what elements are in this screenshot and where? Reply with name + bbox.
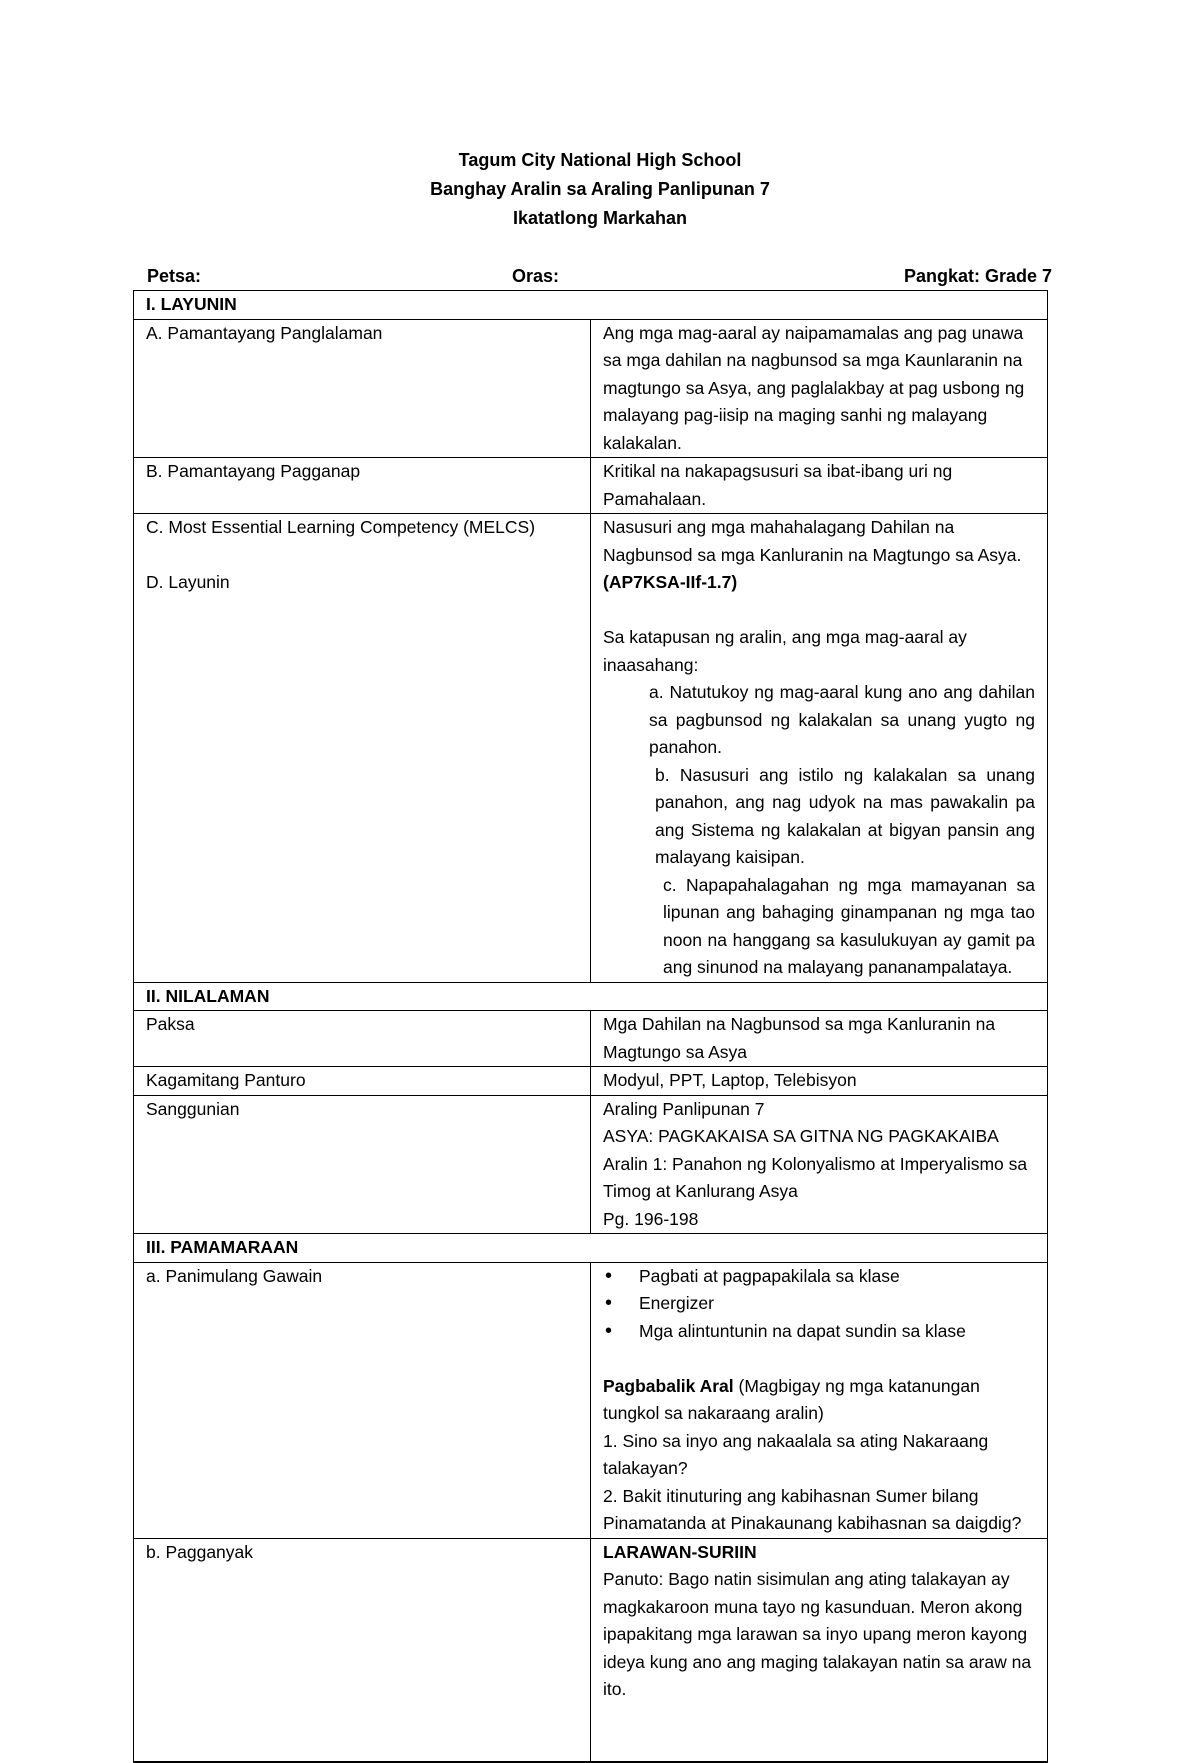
review-question: 1. Sino sa inyo ang nakaalala sa ating Nakaraang talakayan? — [603, 1430, 989, 1478]
motivation-text: Panuto: Bago natin sisimulan ang ating talakayan ay magkakaroon muna tayo ng kasunduan. Meron akong ipapakitang mga larawan sa inyo upang meron kayong ideya kung ano ang maging talakayan natin sa araw na ito. — [603, 1569, 1032, 1699]
melcs-text: Nasusuri ang mga mahahalagang Dahilan na Nagbunsod sa mga Kanluranin na Magtungo sa Asya. (AP7KSA-IIf-1.7) — [603, 517, 1022, 592]
objectives-label: D. Layunin — [146, 572, 230, 592]
list-item: • Energizer — [603, 1290, 1035, 1318]
opening-label: a. Panimulang Gawain — [134, 1262, 591, 1538]
quarter-label: Ikatatlong Markahan — [512, 208, 688, 228]
section-heading-layunin: I. LAYUNIN — [134, 291, 1048, 320]
reference-line: Aralin 1: Panahon ng Kolonyalismo at Imperyalismo sa Timog at Kanlurang Asya — [603, 1153, 1028, 1201]
reference-line: Araling Panlipunan 7 — [603, 1098, 765, 1119]
motivation-title: LARAWAN-SURIIN — [603, 1541, 757, 1562]
document-header — [0, 146, 1200, 233]
section-label: Pangkat: Grade 7 — [903, 266, 1052, 286]
reference-line: Pg. 196-198 — [603, 1208, 699, 1229]
meta-row — [147, 266, 1052, 292]
performance-standard-label: B. Pamantayang Pagganap — [134, 458, 591, 514]
content-standard-label: A. Pamantayang Panglalaman — [134, 319, 591, 458]
table-row — [134, 319, 1048, 458]
section-row — [134, 982, 1048, 1011]
objective-c: c. Napapahalagahan ng mga mamayanan sa lipunan ang bahaging ginampanan ng mga tao noon na hanggang sa kasulukuyan ay gamit pa ang sinunod na malayang pananampalataya. — [663, 874, 1035, 977]
section-row — [134, 291, 1048, 320]
opening-cell — [591, 1262, 1048, 1538]
motivation-label: b. Pagganyak — [134, 1538, 591, 1762]
reference-cell — [591, 1095, 1048, 1234]
reference-label: Sanggunian — [134, 1095, 591, 1234]
list-item: • Mga alintuntunin na dapat sundin sa klase — [603, 1318, 1035, 1346]
review-block — [603, 1373, 1035, 1428]
table-row — [134, 1095, 1048, 1234]
section-heading-pamamaraan: III. PAMAMARAAN — [134, 1234, 1048, 1263]
melcs-code: (AP7KSA-IIf-1.7) — [603, 572, 738, 592]
review-title: Pagbabalik Aral — [603, 1375, 734, 1396]
opening-bullet-list — [603, 1263, 1035, 1346]
review-text: (Magbigay ng mga katanungan tungkol sa nakaraang aralin) — [603, 1375, 980, 1423]
content-standard-text: Ang mga mag-aaral ay naipamamalas ang pag unawa sa mga dahilan na nagbunsod sa mga Kaunlaranin na magtungo sa Asya, ang paglalakbay at pag usbong ng malayang pag-iisip na maging sanhi ng malayang kalakalan. — [591, 319, 1048, 458]
table-row — [134, 1538, 1048, 1762]
table-row — [134, 1067, 1048, 1096]
reference-line: ASYA: PAGKAKAISA SA GITNA NG PAGKAKAIBA — [603, 1126, 999, 1146]
section-row — [134, 1234, 1048, 1263]
section-heading-nilalaman: II. NILALAMAN — [134, 982, 1048, 1011]
table-row — [134, 1262, 1048, 1538]
topic-label: Paksa — [134, 1011, 591, 1067]
date-label: Petsa: — [147, 266, 202, 286]
motivation-cell — [591, 1538, 1048, 1762]
melcs-content-cell — [591, 514, 1048, 983]
melcs-label: C. Most Essential Learning Competency (MELCS) — [146, 517, 536, 537]
objective-a: a. Natutukoy ng mag-aaral kung ano ang dahilan sa pagbunsod ng kalakalan sa unang yugto ng panahon. — [649, 682, 1035, 757]
materials-label: Kagamitang Panturo — [134, 1067, 591, 1096]
lesson-plan-table — [133, 290, 1048, 1763]
performance-standard-text: Kritikal na nakapagsusuri sa ibat-ibang uri ng Pamahalaan. — [591, 458, 1048, 514]
objective-b: b. Nasusuri ang istilo ng kalakalan sa unang panahon, ang nag udyok na mas pawakalin pa ang Sistema ng kalakalan at bigyan pansin ang malayang kaisipan. — [655, 764, 1035, 867]
plan-title: Banghay Aralin sa Araling Panlipunan 7 — [430, 179, 770, 199]
materials-text: Modyul, PPT, Laptop, Telebisyon — [591, 1067, 1048, 1096]
table-row — [134, 458, 1048, 514]
time-label: Oras: — [512, 266, 560, 286]
melcs-cell — [134, 514, 591, 983]
topic-text: Mga Dahilan na Nagbunsod sa mga Kanluranin na Magtungo sa Asya — [591, 1011, 1048, 1067]
table-row — [134, 514, 1048, 983]
objectives-intro: Sa katapusan ng aralin, ang mga mag-aaral ay inaasahang: — [603, 627, 967, 675]
list-item: • Pagbati at pagpapakilala sa klase — [603, 1263, 1035, 1291]
review-question: 2. Bakit itinuturing ang kabihasnan Sumer bilang Pinamatanda at Pinakaunang kabihasnan sa daigdig? — [603, 1485, 1022, 1533]
school-name: Tagum City National High School — [458, 150, 742, 170]
table-row — [134, 1011, 1048, 1067]
